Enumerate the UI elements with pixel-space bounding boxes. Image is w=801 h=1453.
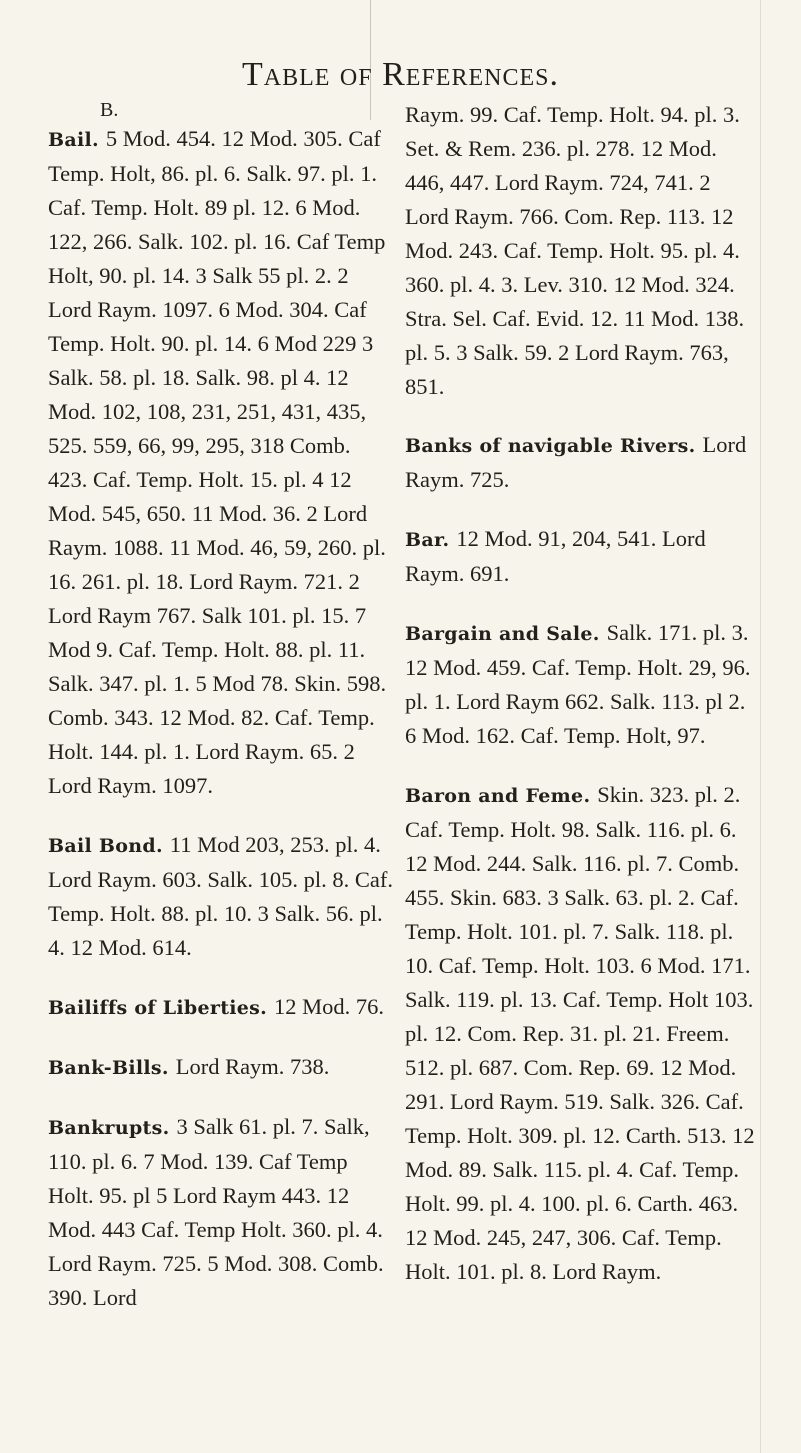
entry-headword: Baron and Feme. <box>405 785 598 807</box>
entry-bailiffs-of-liberties <box>48 990 394 1025</box>
entry-headword: Bank-Bills. <box>48 1057 176 1079</box>
entry-headword: Bail Bond. <box>48 835 170 857</box>
entry-headword: Bankrupts. <box>48 1117 177 1139</box>
entry-bar <box>405 522 755 591</box>
entry-headword: Bar. <box>405 529 457 551</box>
page-edge-line <box>760 0 761 1453</box>
column-marker: B. <box>100 99 119 121</box>
entry-references: 11 Mod 203, 253. pl. 4. Lord Raym. 603. Salk. 105. pl. 8. Caf. Temp. Holt. 88. pl. 10. 3 Salk. 56. pl. 4. 12 Mod. 614. <box>48 832 393 960</box>
entry-references: 12 Mod. 76. <box>274 994 385 1019</box>
entry-bank-bills <box>48 1050 394 1085</box>
right-column <box>405 98 755 1314</box>
entry-references: 5 Mod. 454. 12 Mod. 305. Caf Temp. Holt, 86. pl. 6. Salk. 97. pl. 1. Caf. Temp. Holt. 89 pl. 12. 6 Mod. 122, 266. Salk. 102. pl. 16. Caf Temp Holt, 90. pl. 14. 3 Salk 55 pl. 2. 2 Lord Raym. 1097. 6 Mod. 304. Caf Temp. Holt. 90. pl. 14. 6 Mod 229 3 Salk. 58. pl. 18. Salk. 98. pl 4. 12 Mod. 102, 108, 231, 251, 431, 435, 525. 559, 66, 99, 295, 318 Comb. 423. Caf. Temp. Holt. 15. pl. 4 12 Mod. 545, 650. 11 Mod. 36. 2 Lord Raym. 1088. 11 Mod. 46, 59, 260. pl. 16. 261. pl. 18. Lord Raym. 721. 2 Lord Raym 767. Salk 101. pl. 15. 7 Mod 9. Caf. Temp. Holt. 88. pl. 11. Salk. 347. pl. 1. 5 Mod 78. Skin. 598. Comb. 343. 12 Mod. 82. Caf. Temp. Holt. 144. pl. 1. Lord Raym. 65. 2 Lord Raym. 1097. <box>48 126 387 798</box>
page-title: Table of References. <box>242 56 559 93</box>
entry-headword: Bargain and Sale. <box>405 623 607 645</box>
entry-headword: Banks of navigable Rivers. <box>405 435 703 457</box>
entry-headword: Bail. <box>48 129 106 151</box>
entry-headword: Bailiffs of Liberties. <box>48 997 275 1019</box>
entry-baron-and-feme <box>405 778 755 1289</box>
entry-references: Skin. 323. pl. 2. Caf. Temp. Holt. 98. Salk. 116. pl. 6. 12 Mod. 244. Salk. 116. pl. 7. Comb. 455. Skin. 683. 3 Salk. 63. pl. 2. Caf. Temp. Holt. 101. pl. 7. Salk. 118. pl. 10. Caf. Temp. Holt. 103. 6 Mod. 171. Salk. 119. pl. 13. Caf. Temp. Holt 103. pl. 12. Com. Rep. 31. pl. 21. Freem. 512. pl. 687. Com. Rep. 69. 12 Mod. 291. Lord Raym. 519. Salk. 326. Caf. Temp. Holt. 309. pl. 12. Carth. 513. 12 Mod. 89. Salk. 115. pl. 4. Caf. Temp. Holt. 99. pl. 4. 100. pl. 6. Carth. 463. 12 Mod. 245, 247, 306. Caf. Temp. Holt. 101. pl. 8. Lord Raym. <box>405 782 755 1284</box>
entry-bankrupts <box>48 1110 394 1315</box>
entry-bail <box>48 122 394 803</box>
entry-references: 12 Mod. 91, 204, 541. Lord Raym. 691. <box>405 526 706 586</box>
entry-references: Raym. 99. Caf. Temp. Holt. 94. pl. 3. Set. & Rem. 236. pl. 278. 12 Mod. 446, 447. Lord Raym. 724, 741. 2 Lord Raym. 766. Com. Rep. 113. 12 Mod. 243. Caf. Temp. Holt. 95. pl. 4. 360. pl. 4. 3. Lev. 310. 12 Mod. 324. Stra. Sel. Caf. Evid. 12. 11 Mod. 138. pl. 5. 3 Salk. 59. 2 Lord Raym. 763, 851. <box>405 102 745 399</box>
entry-references: 3 Salk 61. pl. 7. Salk, 110. pl. 6. 7 Mod. 139. Caf Temp Holt. 95. pl 5 Lord Raym 443. 12 Mod. 443 Caf. Temp Holt. 360. pl. 4. Lord Raym. 725. 5 Mod. 308. Comb. 390. Lord <box>48 1114 384 1310</box>
left-column <box>48 98 394 1340</box>
entry-references: Lord Raym. 725. <box>405 432 747 492</box>
entry-references: Lord Raym. 738. <box>175 1054 330 1079</box>
entry-bargain-and-sale <box>405 616 755 753</box>
entry-bankrupts-continued <box>405 98 755 404</box>
entry-banks-of-navigable-rivers <box>405 428 755 497</box>
entry-references: Salk. 171. pl. 3. 12 Mod. 459. Caf. Temp. Holt. 29, 96. pl. 1. Lord Raym 662. Salk. 113. pl 2. 6 Mod. 162. Caf. Temp. Holt, 97. <box>405 620 751 748</box>
entry-bail-bond <box>48 828 394 965</box>
